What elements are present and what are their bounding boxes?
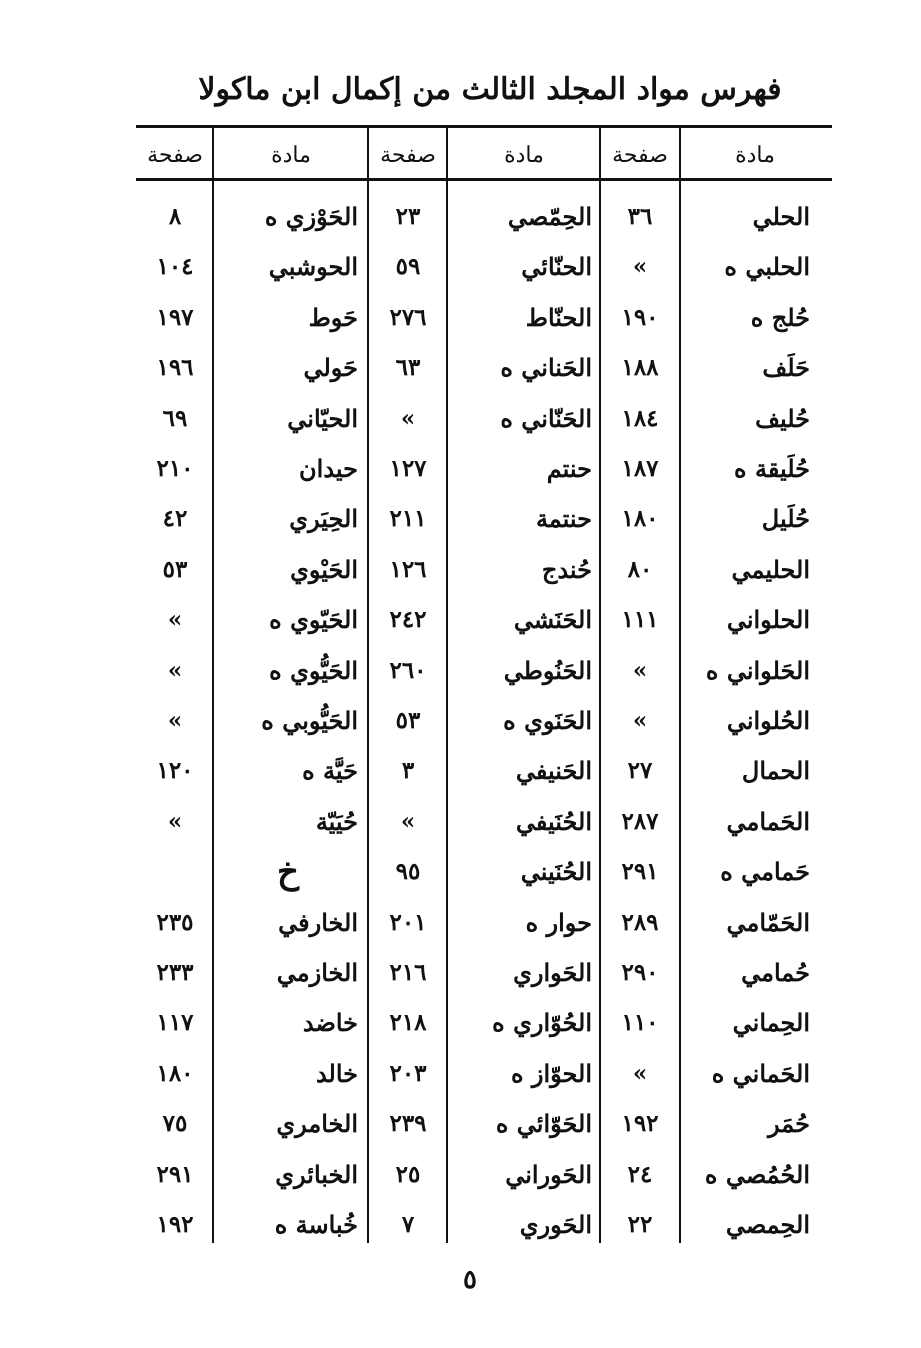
entry-page: ٢٩١	[621, 858, 659, 885]
entry-word: الحَنّاني ه	[500, 404, 592, 433]
entry-word: حوار ه	[525, 908, 592, 937]
entry-word: خُباسة ه	[274, 1210, 358, 1239]
entry-page: ٢٩١	[156, 1161, 194, 1188]
entry-page: »	[167, 707, 183, 734]
entry-word: حَمامي ه	[720, 857, 810, 886]
entry-word: الحَواري	[513, 958, 592, 987]
entry-page: ٢٧	[627, 757, 653, 784]
entry-word: الحُنَيفي	[515, 807, 592, 836]
entry-page: ٦٣	[395, 354, 421, 381]
entry-word: الحَيُّوي ه	[269, 656, 358, 685]
entry-page: ٢٤	[627, 1161, 653, 1188]
entry-word: الحُمُصي ه	[704, 1160, 810, 1189]
header-word: مادة	[271, 143, 311, 168]
entry-word: حيدان	[299, 454, 358, 483]
page-title: فهرس مواد المجلد الثالث من إكمال ابن ماكولا	[198, 72, 782, 107]
entry-page: ١٩٧	[156, 304, 194, 331]
entry-page: ٢١١	[389, 505, 427, 532]
entry-page: ١٠٤	[156, 253, 194, 280]
entry-page: ٥٣	[395, 707, 421, 734]
header-word: مادة	[504, 143, 544, 168]
entry-page: ٢٤٢	[389, 606, 427, 633]
page-number: ٥	[463, 1265, 477, 1295]
entry-word: الحَمامي	[726, 807, 810, 836]
entry-page: ٢١٠	[156, 455, 194, 482]
entry-page: ١٨٨	[621, 354, 659, 381]
entry-word: الحنّائي	[521, 252, 592, 281]
entry-word: الحَوري	[519, 1210, 592, 1239]
entry-word: خالد	[315, 1059, 358, 1088]
entry-page: »	[167, 657, 183, 684]
entry-page: »	[632, 707, 648, 734]
entry-word: حنتم	[546, 454, 592, 483]
table-top-rule	[136, 125, 832, 128]
entry-word: خاضد	[302, 1008, 358, 1037]
entry-word: حُيَيّة	[315, 807, 358, 836]
entry-page: ٧	[401, 1211, 415, 1238]
entry-word: الحنّاط	[525, 303, 592, 332]
entry-word: الحِمصي	[725, 1210, 810, 1239]
entry-page: »	[632, 657, 648, 684]
entry-word: الحلبي ه	[724, 252, 810, 281]
entry-word: حُندج	[541, 555, 592, 584]
entry-page: ٢٨٩	[621, 909, 659, 936]
entry-page	[138, 847, 212, 897]
entry-page: ١١٧	[156, 1009, 194, 1036]
entry-page: »	[632, 253, 648, 280]
header-word: مادة	[735, 143, 775, 168]
entry-word: الحَمّامي	[726, 908, 810, 937]
entry-page: »	[167, 808, 183, 835]
entry-word: الحَوّائي ه	[495, 1109, 592, 1138]
entry-word: حنتمة	[535, 504, 592, 533]
entry-page: ٨٠	[627, 556, 653, 583]
entry-word: الخامري	[276, 1109, 358, 1138]
entry-page: ٢٣٣	[156, 959, 194, 986]
entry-page: ٩٥	[395, 858, 421, 885]
column-divider	[212, 125, 214, 1243]
header-page: صفحة	[380, 143, 436, 168]
entry-word: حَلَف	[762, 353, 810, 382]
entry-word: حُليف	[755, 404, 810, 433]
entry-word: حُمامي	[741, 958, 810, 987]
entry-page: ١١٠	[621, 1009, 659, 1036]
entry-page: ١٨٠	[621, 505, 659, 532]
entry-word: الحَناني ه	[500, 353, 592, 382]
entry-page: ٢٣٥	[156, 909, 194, 936]
entry-word: الحَنُوطي	[503, 656, 592, 685]
entry-word: الحوشبي	[268, 252, 358, 281]
entry-word: الحيّاني	[287, 404, 358, 433]
entry-page: ٣٦	[627, 203, 653, 230]
entry-page: ١٢٦	[389, 556, 427, 583]
entry-page: ١٨٧	[621, 455, 659, 482]
entry-word: الحَوْزي ه	[264, 202, 358, 231]
entry-page: »	[400, 405, 416, 432]
entry-page: ٢٩٠	[621, 959, 659, 986]
entry-word: الحلي	[752, 202, 810, 231]
entry-page: ٥٣	[162, 556, 188, 583]
entry-page: »	[167, 606, 183, 633]
entry-word: الحِيَري	[289, 504, 358, 533]
entry-word: الحَيْوي	[290, 555, 358, 584]
entry-page: ٨	[168, 203, 182, 230]
entry-word: الخبائري	[275, 1160, 358, 1189]
entry-page: ١٨٠	[156, 1060, 194, 1087]
entry-page: ١٩٦	[156, 354, 194, 381]
entry-word: الحَيّوي ه	[269, 605, 358, 634]
entry-word: الخارفي	[278, 908, 358, 937]
entry-word: حُلَيقة ه	[734, 454, 810, 483]
entry-word: حُلَيل	[761, 504, 810, 533]
entry-page: ١٨٤	[621, 405, 659, 432]
entry-page: ٢٣٩	[389, 1110, 427, 1137]
entry-word: الحمال	[741, 756, 810, 785]
entry-page: »	[400, 808, 416, 835]
entry-page: ١٢٧	[389, 455, 427, 482]
entry-word: الحَيُّوبي ه	[261, 706, 358, 735]
column-divider	[599, 125, 601, 1243]
entry-page: ٢٦٠	[389, 657, 427, 684]
entry-word: حَولي	[303, 353, 358, 382]
entry-word: الحُوّاري ه	[492, 1008, 592, 1037]
entry-page: ٢١٨	[389, 1009, 427, 1036]
entry-word: الحَنيفي	[515, 756, 592, 785]
entry-word: الحليمي	[731, 555, 810, 584]
entry-page: ٤٢	[162, 505, 188, 532]
entry-word: حُمَر	[768, 1109, 810, 1138]
entry-word: الحَنَوي ه	[503, 706, 592, 735]
entry-page: ١١١	[621, 606, 659, 633]
entry-page: ٧٥	[162, 1110, 188, 1137]
entry-word: الحوّاز ه	[510, 1059, 592, 1088]
entry-word: الحُلواني	[726, 706, 810, 735]
entry-page: »	[632, 1060, 648, 1087]
entry-page: ٢٨٧	[621, 808, 659, 835]
column-divider	[679, 125, 681, 1243]
entry-word: الحَوراني	[505, 1160, 592, 1189]
entry-word: الحِمّصي	[507, 202, 592, 231]
entry-page: ١٢٠	[156, 757, 194, 784]
entry-page: ٢٣	[395, 203, 421, 230]
entry-page: ٢٥	[395, 1161, 421, 1188]
entry-word: الحَماني ه	[711, 1059, 810, 1088]
entry-page: ١٩٠	[621, 304, 659, 331]
entry-word: الخازمي	[276, 958, 358, 987]
entry-page: ٢٠١	[389, 909, 427, 936]
entry-page: ٢٠٣	[389, 1060, 427, 1087]
entry-page: ١٩٢	[621, 1110, 659, 1137]
column-divider	[446, 125, 448, 1243]
entry-page: ٢٧٦	[389, 304, 427, 331]
entry-page: ٢١٦	[389, 959, 427, 986]
column-divider	[367, 125, 369, 1243]
entry-word: الحِماني	[732, 1008, 810, 1037]
entry-word: الحُنَيني	[520, 857, 592, 886]
entry-word: حَيَّة ه	[302, 756, 358, 785]
entry-word: الحلواني	[726, 605, 810, 634]
entry-word: حُلج ه	[750, 303, 810, 332]
entry-word: حَوط	[308, 303, 358, 332]
entry-page: ٢٢	[627, 1211, 653, 1238]
entry-page: ١٩٢	[156, 1211, 194, 1238]
entry-word: خ	[277, 852, 299, 892]
entry-word: الحَنَشي	[513, 605, 592, 634]
entry-page: ٣	[401, 757, 415, 784]
entry-page: ٥٩	[395, 253, 421, 280]
entry-page: ٦٩	[162, 405, 188, 432]
entry-word: الحَلواني ه	[705, 656, 810, 685]
header-page: صفحة	[612, 143, 668, 168]
header-page: صفحة	[147, 143, 203, 168]
table-header-rule	[136, 178, 832, 181]
